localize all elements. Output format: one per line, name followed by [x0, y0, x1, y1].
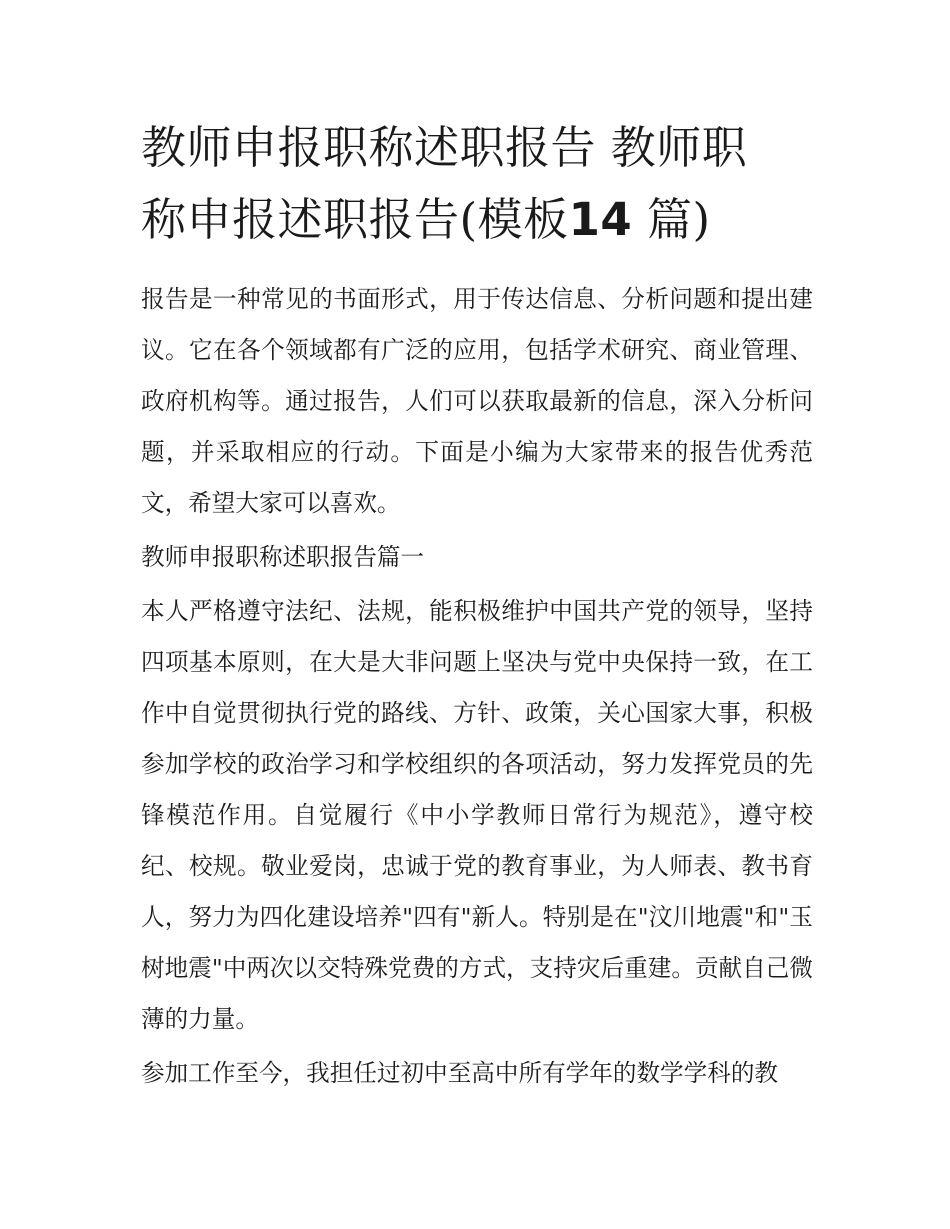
title-line-2-number: 14	[568, 193, 633, 246]
intro-paragraph: 报告是一种常见的书面形式，用于传达信息、分析问题和提出建议。它在各个领域都有广泛的应用，包括学术研究、商业管理、政府机构等。通过报告，人们可以获取最新的信息，深入分析问题，并采取相应的行动。下面是小编为大家带来的报告优秀范文，希望大家可以喜欢。	[141, 285, 813, 517]
document-content	[141, 112, 813, 1102]
title-line-2-prefix: 称申报述职报告(模板	[141, 193, 569, 246]
title-line-2-suffix: 篇)	[647, 193, 711, 246]
body-paragraph-2: 参加工作至今，我担任过初中至高中所有学年的数学学科的教	[141, 1059, 779, 1087]
title-line-1: 教师申报职称述职报告 教师职	[141, 121, 748, 174]
section-heading: 教师申报职称述职报告篇一	[141, 543, 425, 571]
body-paragraph-1: 本人严格遵守法纪、法规，能积极维护中国共产党的领导，坚持四项基本原则，在大是大非问题上坚决与党中央保持一致，在工作中自觉贯彻执行党的路线、方针、政策，关心国家大事，积极参加学校的政治学习和学校组织的各项活动，努力发挥党员的先锋模范作用。自觉履行《中小学教师日常行为规范》，遵守校纪、校规。敬业爱岗，忠诚于党的教育事业，为人师表、教书育人，努力为四化建设培养"四有"新人。特别是在"汶川地震"和"玉树地震"中两次以交特殊党费的方式，支持灾后重建。贡献自己微薄的力量。	[141, 597, 813, 1033]
document-title	[141, 112, 813, 256]
